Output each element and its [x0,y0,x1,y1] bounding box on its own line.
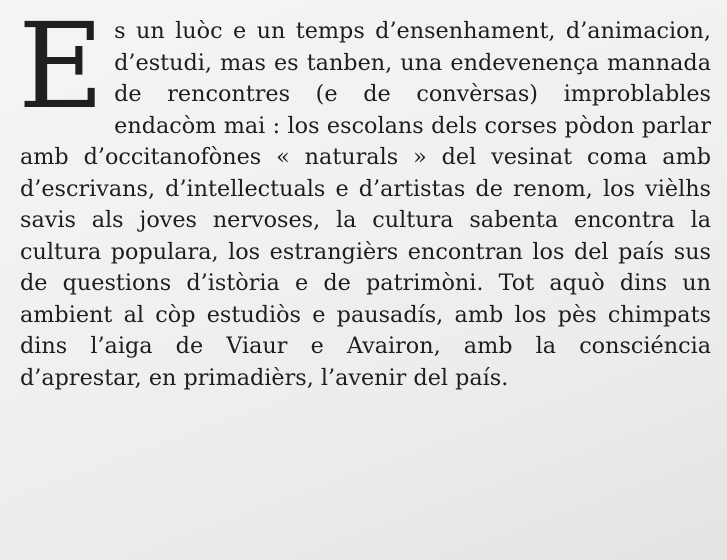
article-paragraph [18,0,711,394]
article-body [18,0,711,394]
drop-cap: E [18,0,105,135]
paragraph-text: s un luòc e un temps d’ensenhament, d’animacion, d’estudi, mas es tanben, una endevenença mannada de rencontres (e de convèrsas) improblables endacòm mai : los escolans dels corses pòdon parlar amb d’occitanofònes « naturals » del vesinat coma amb d’escrivans, d’intellectuals e d’artistas de renom, los vièlhs savis als joves nervoses, la cultura sabenta encontra la cultura populara, los estrangièrs encontran los del país sus de questions d’istòria e de patrimòni. Tot aquò dins un ambient al còp estudiòs e pausadís, amb los pès chimpats dins l’aiga de Viaur e Avairon, amb la consciéncia d’aprestar, en primadièrs, l’avenir del país. [20,18,711,391]
